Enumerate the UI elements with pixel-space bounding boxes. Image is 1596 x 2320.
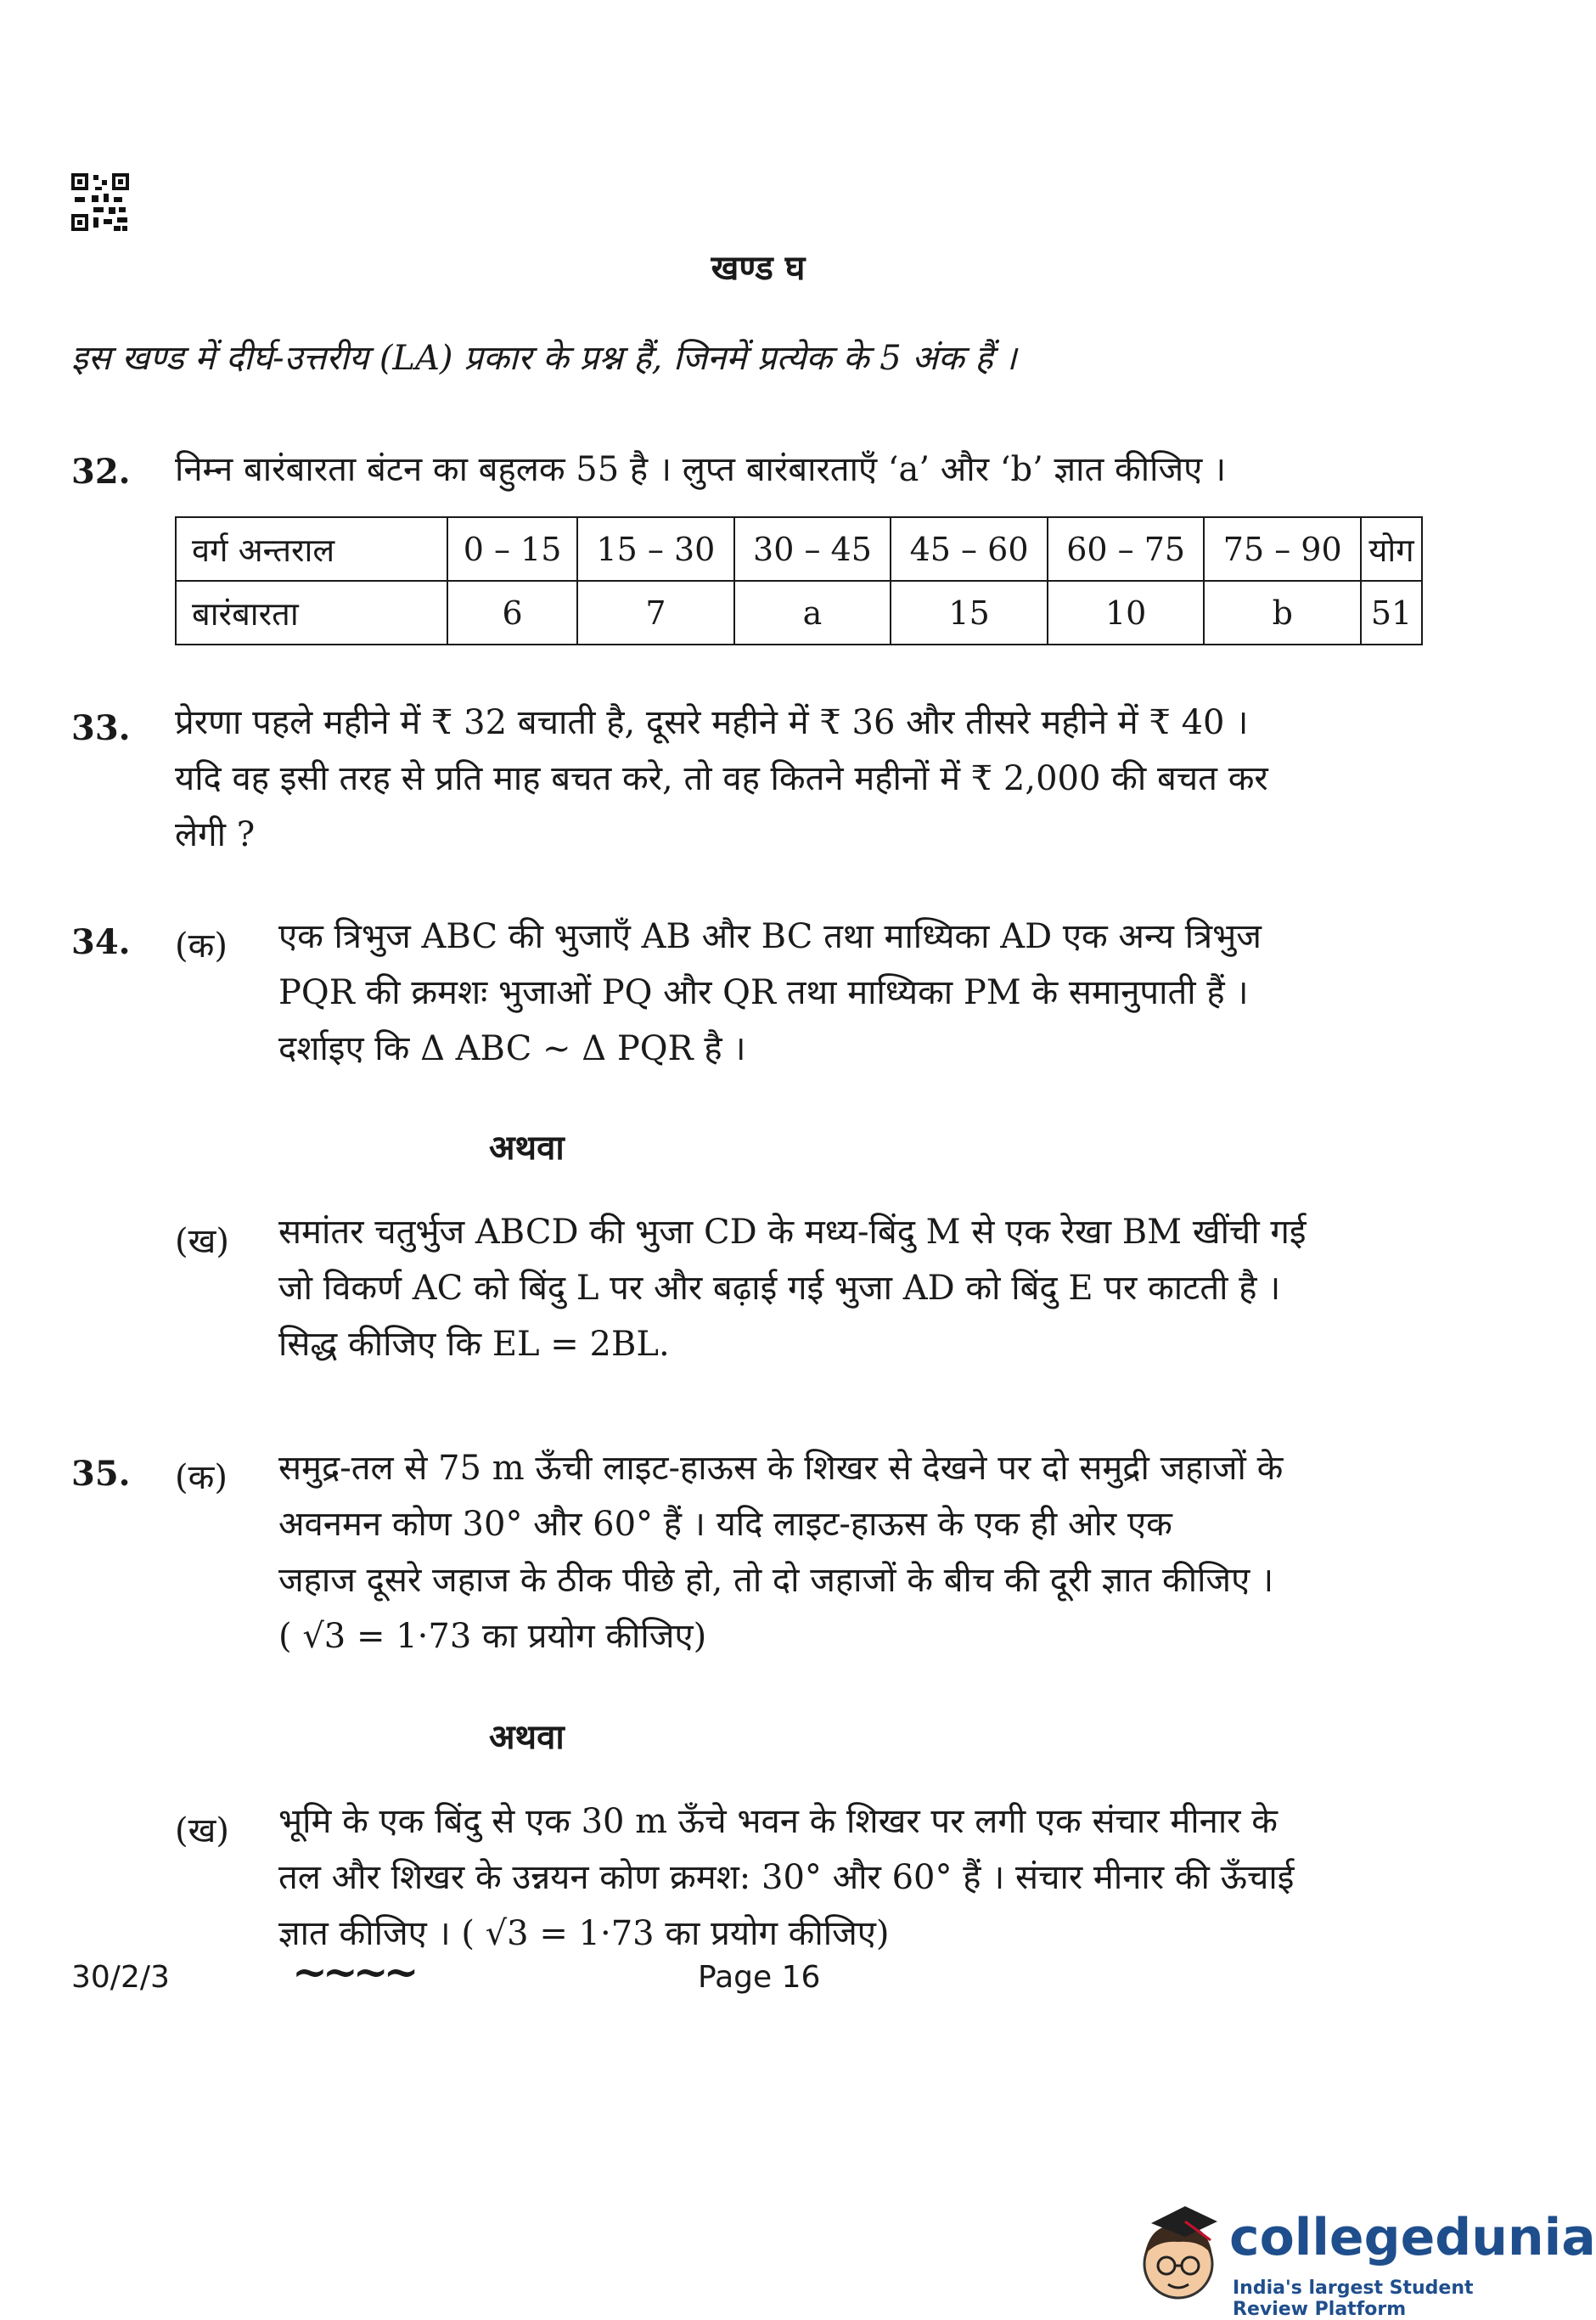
text-line: दर्शाइए कि Δ ABC ~ Δ PQR है । [278,1029,746,1068]
text-line: प्रेरणा पहले महीने में ₹ 32 बचाती है, दूसरे महीने में ₹ 36 और तीसरे महीने में ₹ 40 । [175,703,1249,742]
text-line: लेगी ? [175,815,256,854]
text-line: सिद्ध कीजिए कि EL = 2BL. [278,1325,670,1364]
text-line: जो विकर्ण AC को बिंदु L पर और बढ़ाई गई भुजा AD को बिंदु E पर काटती है । [278,1269,1281,1308]
table-cell: 30 – 45 [734,517,891,581]
question-33-text [175,695,1268,863]
question-35-a-text [278,1440,1283,1664]
text-line: समुद्र-तल से 75 m ऊँची लाइट-हाऊस के शिखर से देखने पर दो समुद्री जहाजों के [278,1449,1284,1488]
table-cell: 51 [1361,581,1422,645]
or-label: अथवा [489,1717,565,1757]
question-34-number: 34. [71,922,131,962]
page-number: Page 16 [698,1960,821,1995]
or-label: अथवा [489,1128,565,1168]
table-cell: वर्ग अन्तराल [176,517,447,581]
table-cell: 0 – 15 [447,517,577,581]
text-line: एक त्रिभुज ABC की भुजाएँ AB और BC तथा माध्यिका AD एक अन्य त्रिभुज [278,917,1262,956]
question-35-a-label: (क) [175,1458,228,1497]
text-line: ज्ञात कीजिए । ( √3 = 1·73 का प्रयोग कीजिए) [278,1914,890,1953]
table-cell: 15 [891,581,1048,645]
table-cell: a [734,581,891,645]
question-34-a-text [278,909,1262,1077]
text-line: तल और शिखर के उन्नयन कोण क्रमश: 30° और 60° हैं । संचार मीनार की ऊँचाई [278,1858,1295,1897]
table-cell: बारंबारता [176,581,447,645]
question-34-b-text [278,1204,1307,1372]
question-34-a-label: (क) [175,926,228,966]
table-cell: 15 – 30 [577,517,734,581]
text-line: ( √3 = 1·73 का प्रयोग कीजिए) [278,1617,707,1656]
question-32-text: निम्न बारंबारता बंटन का बहुलक 55 है । लुप्त बारंबारताएँ ‘a’ और ‘b’ ज्ञात कीजिए । [175,450,1227,489]
question-35-b-text [278,1793,1294,1962]
table-cell: 75 – 90 [1204,517,1361,581]
table-cell: 60 – 75 [1048,517,1205,581]
question-34-b-label: (ख) [175,1222,229,1261]
frequency-table [175,516,1423,645]
table-cell: योग [1361,517,1422,581]
table-cell: 7 [577,581,734,645]
section-title: खण्ड घ [711,248,806,288]
text-line: यदि वह इसी तरह से प्रति माह बचत करे, तो वह कितने महीनों में ₹ 2,000 की बचत कर [175,759,1268,798]
text-line: भूमि के एक बिंदु से एक 30 m ऊँचे भवन के शिखर पर लगी एक संचार मीनार के [278,1802,1278,1841]
section-instruction: इस खण्ड में दीर्घ-उत्तरीय (LA) प्रकार के प्रश्न हैं, जिनमें प्रत्येक के 5 अंक हैं । [71,339,1017,378]
table-cell: b [1204,581,1361,645]
question-33-number: 33. [71,708,131,748]
tilde-ornament: ~~~~ [292,1946,414,1996]
question-35-b-label: (ख) [175,1811,229,1850]
table-cell: 10 [1048,581,1205,645]
table-row [176,581,1422,645]
text-line: PQR की क्रमशः भुजाओं PQ और QR तथा माध्यिका PM के समानुपाती हैं । [278,973,1249,1012]
paper-code: 30/2/3 [71,1960,170,1995]
text-line: जहाज दूसरे जहाज के ठीक पीछे हो, तो दो जहाजों के बीच की दूरी ज्ञात कीजिए । [278,1561,1274,1600]
question-32-number: 32. [71,452,131,492]
table-cell: 45 – 60 [891,517,1048,581]
qr-code-icon [71,173,129,231]
collegedunia-logo-text: collegedunia [1229,2208,1596,2267]
collegedunia-tagline: India's largest Student Review Platform [1233,2278,1474,2320]
text-line: समांतर चतुर्भुज ABCD की भुजा CD के मध्य-बिंदु M से एक रेखा BM खींची गई [278,1213,1307,1252]
table-cell: 6 [447,581,577,645]
question-35-number: 35. [71,1454,131,1494]
text-line: अवनमन कोण 30° और 60° हैं । यदि लाइट-हाऊस के एक ही ओर एक [278,1505,1172,1544]
table-header-row [176,517,1422,581]
